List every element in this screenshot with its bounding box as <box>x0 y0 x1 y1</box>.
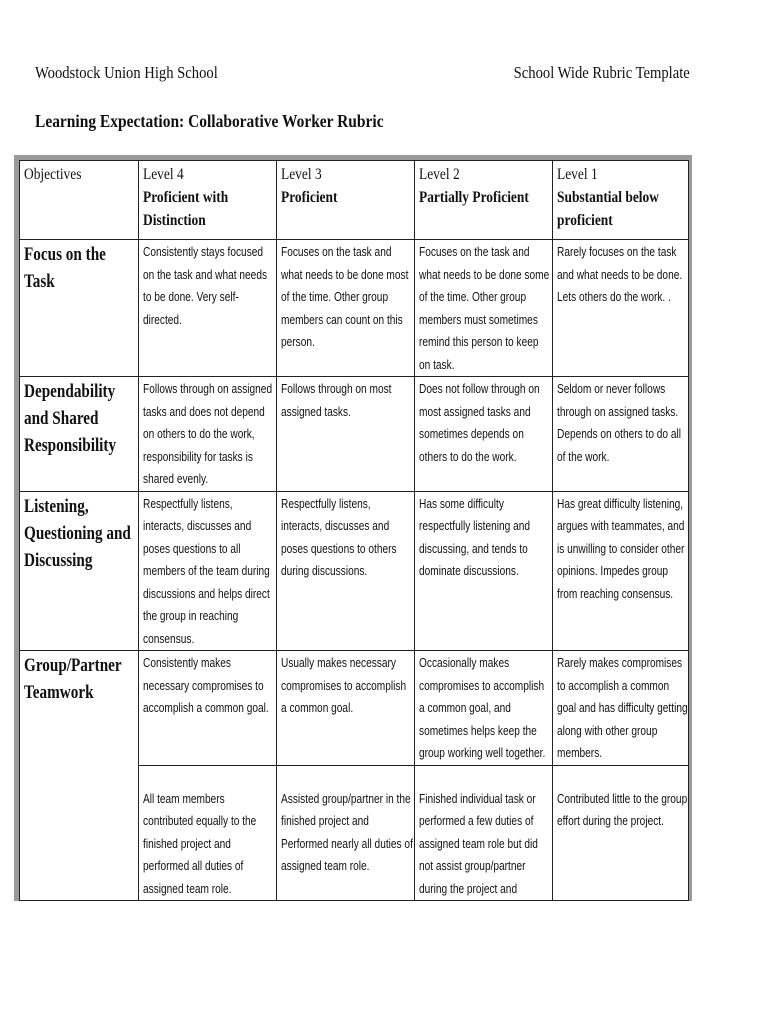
rubric-cell <box>139 240 277 377</box>
rubric-cell-text: Has some difficulty respectfully listening and discussing, and tends to dominate discussions. <box>419 495 531 578</box>
rubric-cell <box>277 765 415 901</box>
header-level-name: Substantial below proficient <box>557 189 659 229</box>
rubric-cell <box>553 377 689 492</box>
objective-cell <box>20 491 139 651</box>
objective-label: Group/Partner Teamwork <box>24 655 122 703</box>
rubric-cell-text: Has great difficulty listening, argues with teammates, and is unwilling to consider other opinions. Impedes group from reaching consensus. <box>557 495 685 601</box>
rubric-cell-text: Does not follow through on most assigned tasks and sometimes depends on others to do the work. <box>419 381 540 464</box>
objective-cell <box>20 377 139 492</box>
header-level-name: Proficient with Distinction <box>143 189 229 229</box>
header-objectives-label: Objectives <box>24 166 82 183</box>
rubric-cell-text: Finished individual task or performed a few duties of assigned team role but did not assist group/partner during the project and <box>419 790 538 896</box>
header-level-2 <box>415 161 553 240</box>
table-row <box>20 491 689 651</box>
header-objectives <box>20 161 139 240</box>
table-header-row <box>20 161 689 240</box>
rubric-cell <box>139 377 277 492</box>
rubric-cell-text: Respectfully listens, interacts, discusses and poses questions to all members of the team during discussions and helps direct the group in reaching consensus. <box>143 495 270 646</box>
objective-label: Focus on the Task <box>24 244 106 292</box>
rubric-table <box>19 160 689 901</box>
rubric-cell <box>415 651 553 766</box>
rubric-cell <box>139 491 277 651</box>
objective-cell <box>20 240 139 377</box>
rubric-cell-text: Seldom or never follows through on assigned tasks. Depends on others to do all of the work. <box>557 381 682 464</box>
table-row <box>20 240 689 377</box>
rubric-cell <box>415 765 553 901</box>
header-level-3 <box>277 161 415 240</box>
rubric-cell <box>553 491 689 651</box>
rubric-title: Learning Expectation: Collaborative Worker Rubric <box>35 111 384 131</box>
rubric-cell-text: All team members contributed equally to the finished project and performed all duties of assigned team role. <box>143 790 257 896</box>
rubric-cell-text: Consistently stays focused on the task and what needs to be done. Very self-directed. <box>143 244 268 327</box>
rubric-cell-text: Follows through on most assigned tasks. <box>281 381 392 419</box>
table-row <box>20 377 689 492</box>
rubric-cell-text: Usually makes necessary compromises to accomplish a common goal. <box>281 655 407 715</box>
header-level-label: Level 2 <box>419 166 460 183</box>
header-level-label: Level 1 <box>557 166 598 183</box>
rubric-cell-text: Rarely focuses on the task and what needs to be done. Lets others do the work. . <box>557 244 683 304</box>
rubric-cell-text: Follows through on assigned tasks and does not depend on others to do the work, responsibility for tasks is shared evenly. <box>143 381 273 486</box>
template-name: School Wide Rubric Template <box>513 63 690 82</box>
rubric-cell <box>277 491 415 651</box>
rubric-cell-text: Focuses on the task and what needs to be done some of the time. Other group members must sometimes remind this person to keep on task. <box>419 244 550 372</box>
rubric-cell-text: Contributed little to the group effort during the project. <box>557 790 688 828</box>
table-row <box>20 651 689 766</box>
rubric-cell-text: Assisted group/partner in the finished project and Performed nearly all duties of assigned team role. <box>281 790 413 873</box>
rubric-cell <box>553 765 689 901</box>
objective-label: Listening, Questioning and Discussing <box>24 495 131 571</box>
rubric-cell <box>139 651 277 766</box>
rubric-cell-text: Focuses on the task and what needs to be done most of the time. Other group members can count on this person. <box>281 244 409 349</box>
school-name: Woodstock Union High School <box>35 63 218 82</box>
header-level-4 <box>139 161 277 240</box>
rubric-cell <box>277 240 415 377</box>
rubric-cell <box>415 377 553 492</box>
rubric-cell-text: Rarely makes compromises to accomplish a common goal and has difficulty getting along with other group members. <box>557 655 688 760</box>
objective-cell <box>20 651 139 901</box>
header-level-name: Partially Proficient <box>419 189 529 206</box>
rubric-cell <box>415 491 553 651</box>
rubric-cell-text: Consistently makes necessary compromises to accomplish a common goal. <box>143 655 269 715</box>
header-level-label: Level 4 <box>143 166 184 183</box>
rubric-cell <box>415 240 553 377</box>
rubric-table-frame <box>14 155 692 901</box>
objective-label: Dependability and Shared Responsibility <box>24 381 117 456</box>
header-level-1 <box>553 161 689 240</box>
rubric-cell <box>277 651 415 766</box>
rubric-cell <box>553 651 689 766</box>
rubric-cell <box>277 377 415 492</box>
rubric-cell-text: Respectfully listens, interacts, discusses and poses questions to others during discussions. <box>281 495 397 578</box>
header-level-name: Proficient <box>281 189 338 206</box>
rubric-cell <box>553 240 689 377</box>
rubric-cell-text: Occasionally makes compromises to accomplish a common goal, and sometimes helps keep the group working well together. <box>419 655 546 760</box>
header-level-label: Level 3 <box>281 166 322 183</box>
rubric-cell <box>139 765 277 901</box>
